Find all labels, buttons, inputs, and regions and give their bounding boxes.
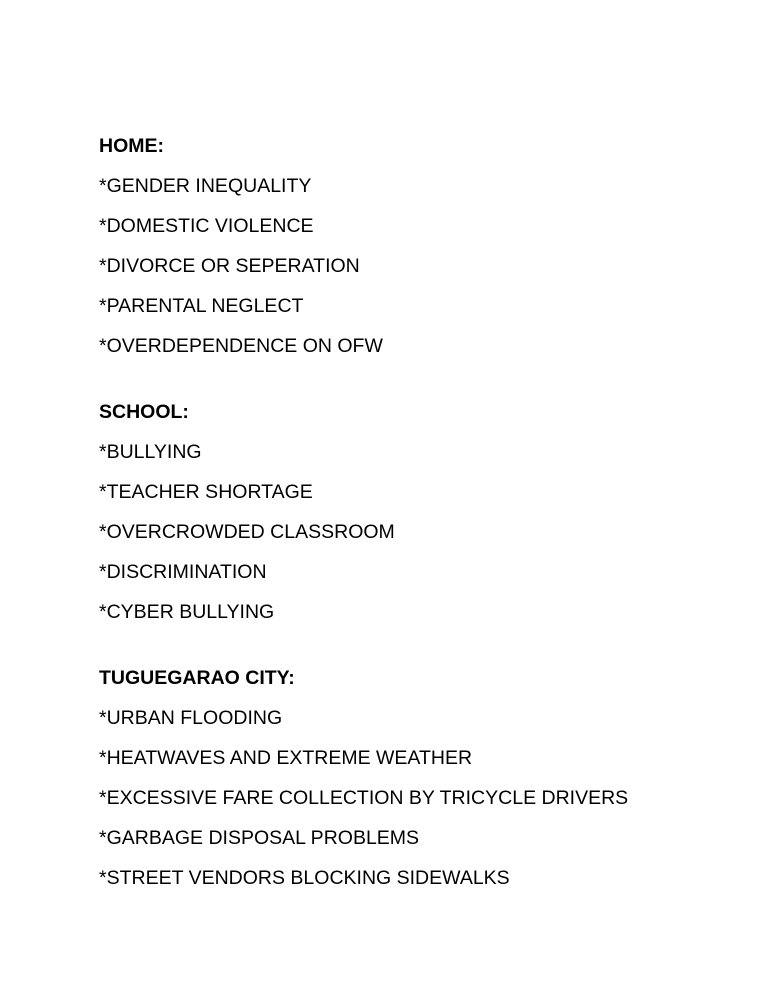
list-item: *TEACHER SHORTAGE [99, 481, 313, 503]
document-page [99, 133, 659, 905]
list-item: *GARBAGE DISPOSAL PROBLEMS [99, 827, 420, 849]
list-item: *OVERCROWDED CLASSROOM [99, 521, 395, 543]
list-item: *PARENTAL NEGLECT [99, 295, 304, 317]
list-item: *URBAN FLOODING [99, 707, 283, 729]
section-heading-tuguegarao-city: TUGUEGARAO CITY: [99, 667, 295, 689]
list-item: *EXCESSIVE FARE COLLECTION BY TRICYCLE DRIVERS [99, 787, 629, 809]
section-heading-school: SCHOOL: [99, 401, 189, 423]
list-item: *GENDER INEQUALITY [99, 175, 312, 197]
list-item: *HEATWAVES AND EXTREME WEATHER [99, 747, 473, 769]
list-item: *STREET VENDORS BLOCKING SIDEWALKS [99, 867, 510, 889]
list-item: *DOMESTIC VIOLENCE [99, 215, 314, 237]
list-item: *CYBER BULLYING [99, 601, 275, 623]
section-heading-home: HOME: [99, 135, 164, 157]
section-school [99, 399, 659, 625]
list-item: *DIVORCE OR SEPERATION [99, 255, 360, 277]
section-home [99, 133, 659, 359]
list-item: *DISCRIMINATION [99, 561, 267, 583]
section-tuguegarao-city [99, 665, 659, 891]
list-item: *OVERDEPENDENCE ON OFW [99, 335, 383, 357]
list-item: *BULLYING [99, 441, 202, 463]
